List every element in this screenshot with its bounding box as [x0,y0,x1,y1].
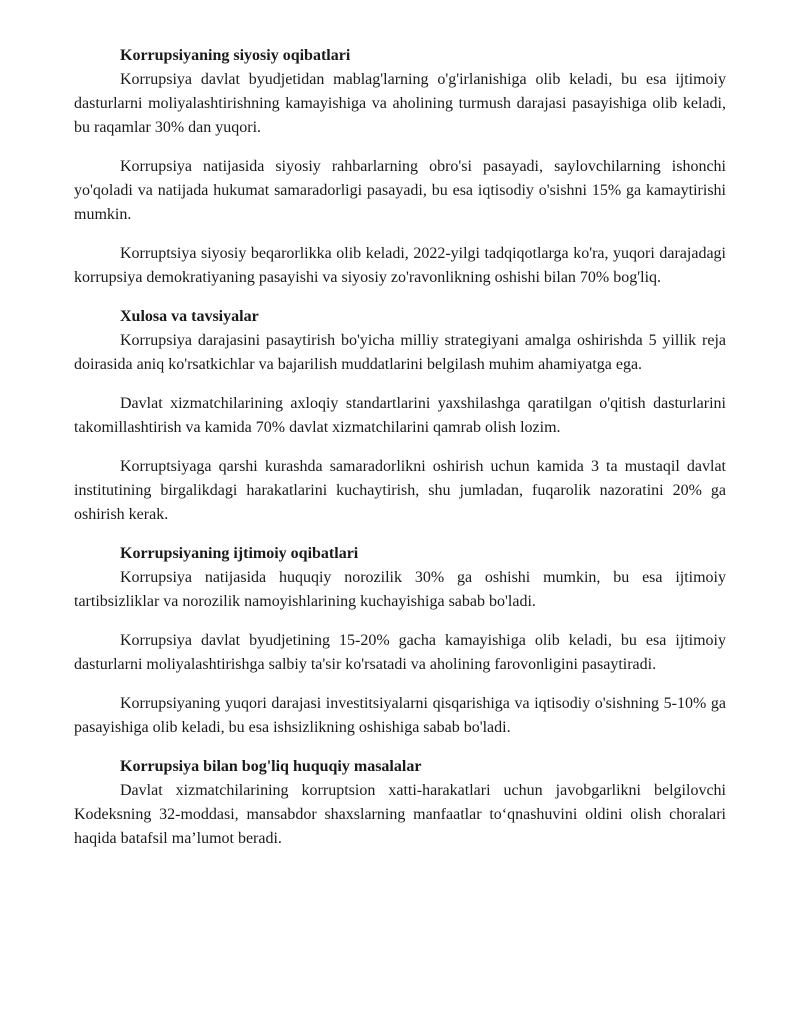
paragraph: Korrupsiya davlat byudjetining 15-20% gacha kamayishiga olib keladi, bu esa ijtimoiy dasturlarni moliyalashtirishga salbiy ta'sir ko'rsatadi va aholining farovonligini pasaytiradi. [74,632,726,673]
paragraph: Korrupsiya natijasida huquqiy norozilik 30% ga oshishi mumkin, bu esa ijtimoiy tartibsizliklar va norozilik namoyishlarining kuchayishiga sabab bo'ladi. [74,569,726,610]
paragraph: Korrupsiya davlat byudjetidan mablag'larning o'g'irlanishiga olib keladi, bu esa ijtimoiy dasturlarni moliyalashtirishning kamayishiga va aholining turmush darajasi pasayishiga olib keladi, bu raqamlar 30% dan yuqori. [74,71,726,136]
section-heading: Korrupsiyaning ijtimoiy oqibatlari [120,545,359,562]
paragraph: Korruptsiyaga qarshi kurashda samaradorlikni oshirish uchun kamida 3 ta mustaqil davlat institutining birgalikdagi harakatlarini kuchaytirish, shu jumladan, fuqarolik nazoratini 20% ga oshirish kerak. [74,458,726,523]
paragraph: Davlat xizmatchilarining axloqiy standartlarini yaxshilashga qaratilgan o'qitish dasturlarini takomillashtirish va kamida 70% davlat xizmatchilarini qamrab olish lozim. [74,395,726,436]
section-conclusions [74,305,726,527]
section-heading: Korrupsiyaning siyosiy oqibatlari [120,47,351,64]
paragraph: Korruptsiya siyosiy beqarorlikka olib keladi, 2022-yilgi tadqiqotlarga ko'ra, yuqori darajadagi korrupsiya demokratiyaning pasayishi va siyosiy zo'ravonlikning oshishi bilan 70% bog'liq. [74,245,726,286]
section-social-consequences [74,542,726,740]
paragraph: Korrupsiya natijasida siyosiy rahbarlarning obro'si pasayadi, saylovchilarning ishonchi yo'qoladi va natijada hukumat samaradorligi pasayadi, bu esa iqtisodiy o'sishni 15% ga kamaytirishi mumkin. [74,158,726,223]
section-legal-issues [74,755,726,851]
section-heading: Korrupsiya bilan bog'liq huquqiy masalalar [120,758,422,775]
section-heading: Xulosa va tavsiyalar [120,308,259,325]
paragraph: Korrupsiyaning yuqori darajasi investitsiyalarni qisqarishiga va iqtisodiy o'sishning 5-10% ga pasayishiga olib keladi, bu esa ishsizlikning oshishiga sabab bo'ladi. [74,695,726,736]
paragraph: Davlat xizmatchilarining korruptsion xatti-harakatlari uchun javobgarlikni belgilovchi Kodeksning 32-moddasi, mansabdor shaxslarning manfaatlar to‘qnashuvini oldini olish choralari haqida batafsil ma’lumot beradi. [74,782,726,847]
paragraph: Korrupsiya darajasini pasaytirish bo'yicha milliy strategiyani amalga oshirishda 5 yillik reja doirasida aniq ko'rsatkichlar va bajarilish muddatlarini belgilash muhim ahamiyatga ega. [74,332,726,373]
document-page [74,44,726,866]
section-political-consequences [74,44,726,290]
